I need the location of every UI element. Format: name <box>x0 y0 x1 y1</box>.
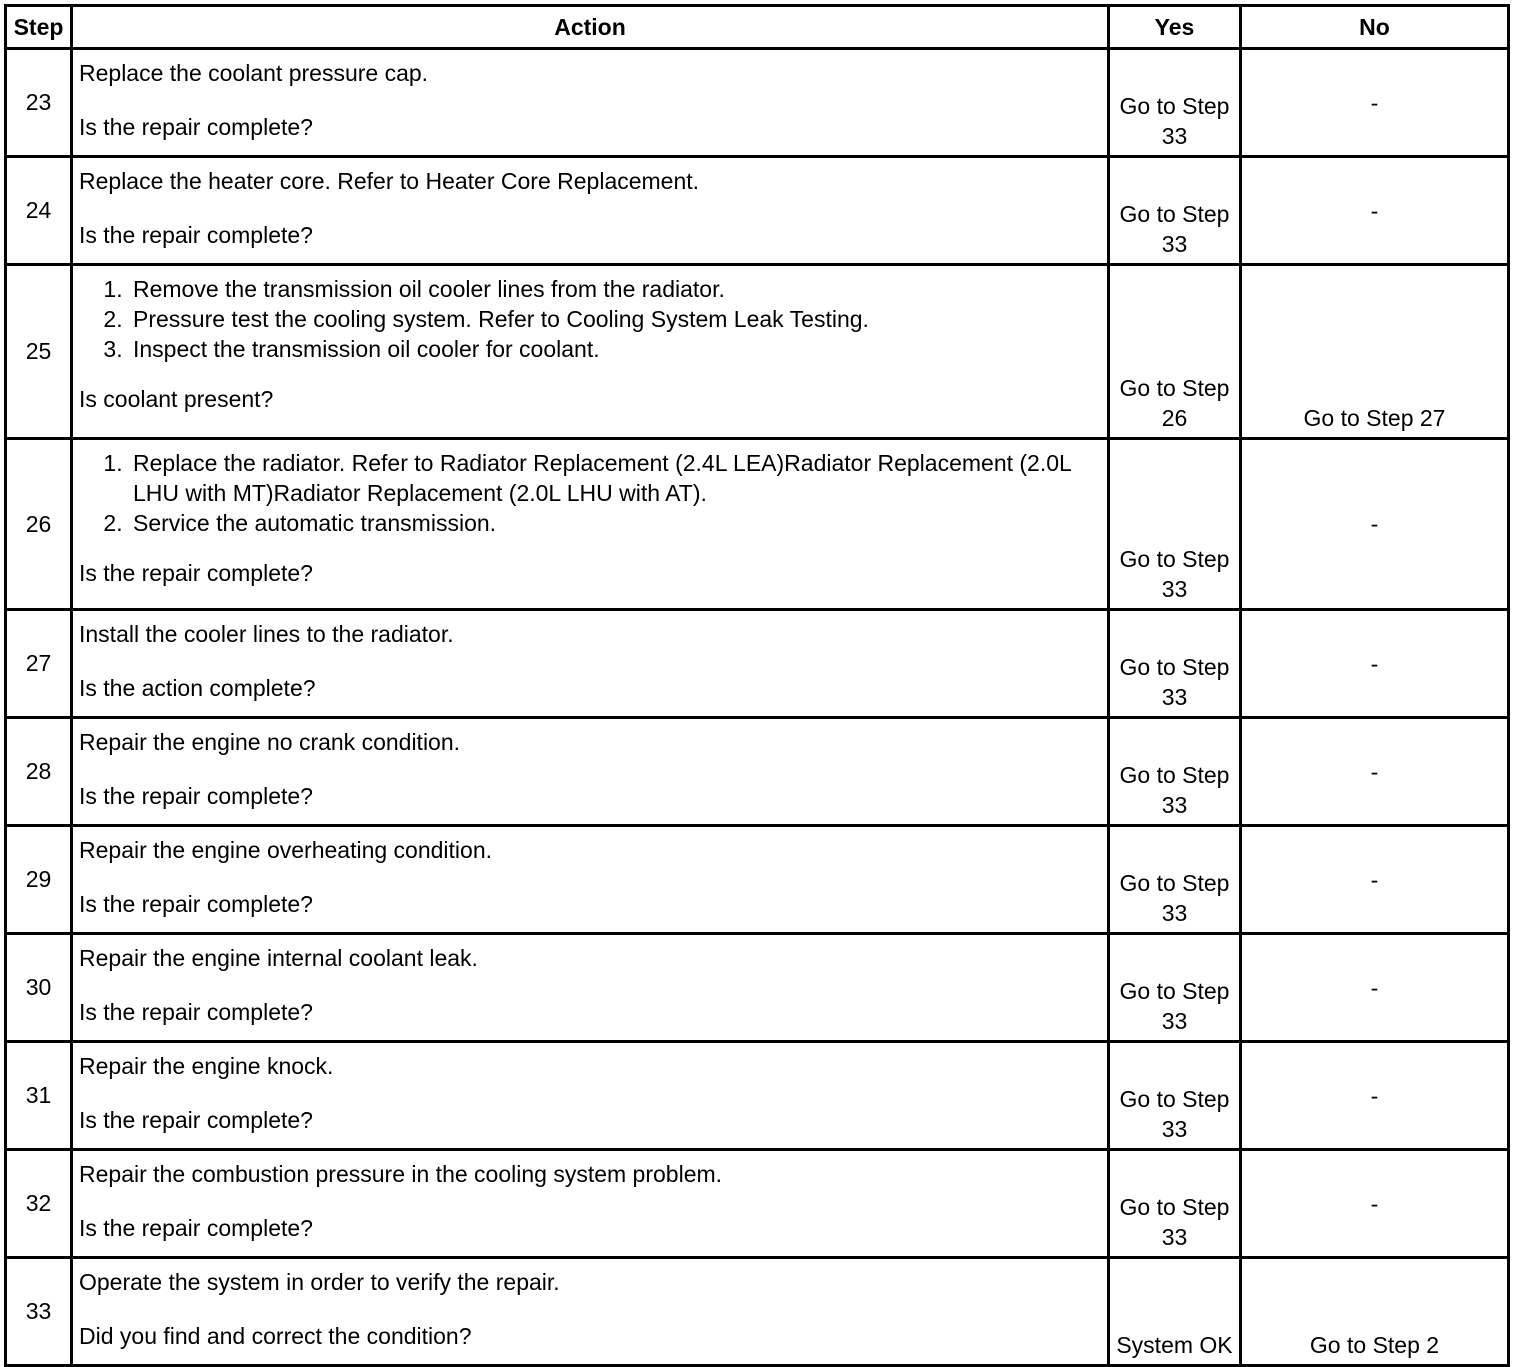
header-action: Action <box>72 6 1109 49</box>
action-cell <box>72 934 1109 1042</box>
step-number: 23 <box>6 49 72 157</box>
action-cell <box>72 718 1109 826</box>
step-number: 28 <box>6 718 72 826</box>
step-number: 26 <box>6 439 72 610</box>
action-cell <box>72 826 1109 934</box>
list-item: 3. Inspect the transmission oil cooler for coolant. <box>129 334 1101 364</box>
yes-outcome: Go to Step 26 <box>1109 265 1241 439</box>
header-step: Step <box>6 6 72 49</box>
action-steps-list <box>79 274 1101 364</box>
action-instruction: Repair the engine no crank condition. <box>79 729 461 755</box>
list-item: 1. Replace the radiator. Refer to Radiator Replacement (2.4L LEA)Radiator Replacement (2.0L LHU with MT)Radiator Replacement (2.0L LHU with AT). <box>129 448 1101 508</box>
action-cell <box>72 265 1109 439</box>
table-row <box>6 826 1509 934</box>
step-number: 30 <box>6 934 72 1042</box>
action-question: Is the repair complete? <box>79 1107 313 1133</box>
table-row <box>6 610 1509 718</box>
yes-outcome: Go to Step 33 <box>1109 610 1241 718</box>
list-item: 2. Service the automatic transmission. <box>129 508 1101 538</box>
no-outcome: - <box>1241 934 1509 1042</box>
table-row <box>6 1258 1509 1366</box>
header-no: No <box>1241 6 1509 49</box>
yes-outcome: Go to Step 33 <box>1109 826 1241 934</box>
action-question: Is the repair complete? <box>79 999 313 1025</box>
step-number: 32 <box>6 1150 72 1258</box>
yes-outcome: Go to Step 33 <box>1109 1042 1241 1150</box>
step-number: 33 <box>6 1258 72 1366</box>
action-instruction: Install the cooler lines to the radiator. <box>79 621 454 647</box>
step-number: 24 <box>6 157 72 265</box>
yes-outcome: Go to Step 33 <box>1109 157 1241 265</box>
yes-outcome: Go to Step 33 <box>1109 934 1241 1042</box>
action-cell <box>72 49 1109 157</box>
table-row <box>6 265 1509 439</box>
step-number: 27 <box>6 610 72 718</box>
action-instruction: Replace the heater core. Refer to Heater Core Replacement. <box>79 168 700 194</box>
no-outcome: - <box>1241 157 1509 265</box>
yes-outcome: Go to Step 33 <box>1109 1150 1241 1258</box>
procedure-table-container <box>4 4 1510 1367</box>
yes-outcome: System OK <box>1109 1258 1241 1366</box>
action-question: Is the repair complete? <box>79 783 313 809</box>
yes-outcome: Go to Step 33 <box>1109 718 1241 826</box>
action-instruction: Operate the system in order to verify the repair. <box>79 1269 560 1295</box>
table-row <box>6 1042 1509 1150</box>
action-instruction: Replace the coolant pressure cap. <box>79 60 429 86</box>
no-outcome: - <box>1241 718 1509 826</box>
diagnostic-procedure-table <box>4 4 1510 1367</box>
action-question: Did you find and correct the condition? <box>79 1323 472 1349</box>
yes-outcome: Go to Step 33 <box>1109 49 1241 157</box>
no-outcome: - <box>1241 1150 1509 1258</box>
action-steps-list <box>79 448 1101 538</box>
no-outcome: - <box>1241 610 1509 718</box>
table-row <box>6 49 1509 157</box>
table-row <box>6 439 1509 610</box>
action-cell <box>72 439 1109 610</box>
action-instruction: Repair the combustion pressure in the cooling system problem. <box>79 1161 723 1187</box>
action-question: Is the repair complete? <box>79 1215 313 1241</box>
no-outcome: Go to Step 27 <box>1241 265 1509 439</box>
no-outcome: - <box>1241 1042 1509 1150</box>
header-yes: Yes <box>1109 6 1241 49</box>
action-question: Is the repair complete? <box>79 222 313 248</box>
step-number: 31 <box>6 1042 72 1150</box>
no-outcome: - <box>1241 826 1509 934</box>
action-cell <box>72 1150 1109 1258</box>
table-row <box>6 934 1509 1042</box>
list-item: 1. Remove the transmission oil cooler lines from the radiator. <box>129 274 1101 304</box>
action-cell <box>72 610 1109 718</box>
action-instruction: Repair the engine internal coolant leak. <box>79 945 478 971</box>
no-outcome: - <box>1241 439 1509 610</box>
table-row <box>6 718 1509 826</box>
no-outcome: Go to Step 2 <box>1241 1258 1509 1366</box>
step-number: 25 <box>6 265 72 439</box>
action-question: Is coolant present? <box>79 386 274 412</box>
list-item: 2. Pressure test the cooling system. Refer to Cooling System Leak Testing. <box>129 304 1101 334</box>
action-cell <box>72 157 1109 265</box>
action-instruction: Repair the engine overheating condition. <box>79 837 493 863</box>
action-question: Is the action complete? <box>79 675 316 701</box>
no-outcome: - <box>1241 49 1509 157</box>
table-row <box>6 157 1509 265</box>
action-cell <box>72 1042 1109 1150</box>
yes-outcome: Go to Step 33 <box>1109 439 1241 610</box>
step-number: 29 <box>6 826 72 934</box>
table-header-row <box>6 6 1509 49</box>
action-cell <box>72 1258 1109 1366</box>
action-question: Is the repair complete? <box>79 560 313 586</box>
action-instruction: Repair the engine knock. <box>79 1053 334 1079</box>
action-question: Is the repair complete? <box>79 891 313 917</box>
action-question: Is the repair complete? <box>79 114 313 140</box>
table-row <box>6 1150 1509 1258</box>
